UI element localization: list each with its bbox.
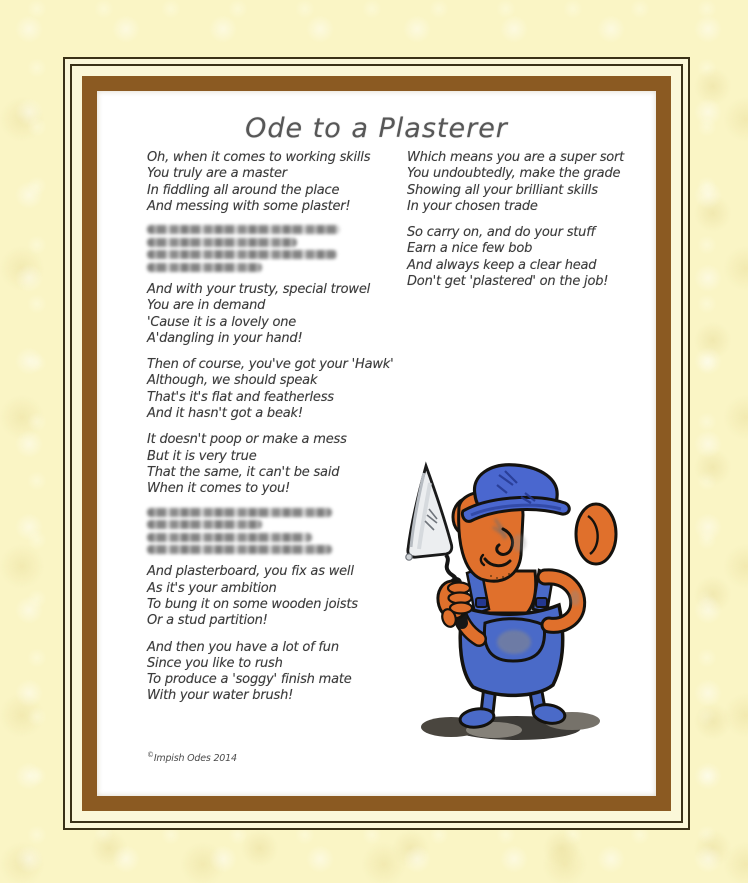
poem-line: A'dangling in your hand! xyxy=(147,330,303,346)
picture-frame xyxy=(63,57,690,830)
poem-line: To bung it on some wooden joists xyxy=(147,596,358,612)
ground-shadow xyxy=(421,712,600,740)
redacted-stanza xyxy=(147,508,393,555)
brown-frame-band xyxy=(82,76,671,811)
poem-line: Oh, when it comes to working skills xyxy=(147,150,371,165)
plasterer-illustration xyxy=(399,457,627,745)
redacted-stanza xyxy=(147,225,393,272)
redacted-line xyxy=(147,225,340,234)
poem-title: Ode to a Plasterer xyxy=(245,113,508,144)
poem-line: So carry on, and do your stuff xyxy=(407,225,595,241)
stanza xyxy=(147,282,393,347)
frame-inner-line xyxy=(70,64,683,823)
redacted-line xyxy=(147,520,262,529)
poem-line: And plasterboard, you fix as well xyxy=(147,564,354,580)
poem-line: Although, we should speak xyxy=(147,373,318,389)
stanza xyxy=(147,150,393,215)
poem-line: Earn a nice few bob xyxy=(407,241,533,257)
stanza xyxy=(407,225,624,290)
poem-line: Then of course, you've got your 'Hawk' xyxy=(147,357,394,373)
poem-column-right xyxy=(407,150,624,300)
poem-line: You are in demand xyxy=(147,298,266,314)
redacted-line xyxy=(147,250,337,259)
poem-line: Since you like to rush xyxy=(147,655,283,671)
poem-line: Don't get 'plastered' on the job! xyxy=(407,274,609,290)
poem-line: In your chosen trade xyxy=(407,198,538,214)
stanza xyxy=(147,640,393,705)
plasterer-figure xyxy=(406,465,616,729)
poem-line: Or a stud partition! xyxy=(147,613,268,629)
poem-line: That's it's flat and featherless xyxy=(147,389,334,405)
poem-line: When it comes to you! xyxy=(147,481,291,497)
redacted-line xyxy=(147,545,332,554)
redacted-line xyxy=(147,533,312,542)
poem-line: And then you have a lot of fun xyxy=(147,639,339,655)
poem-line: You undoubtedly, make the grade xyxy=(407,166,621,182)
poem-line: As it's your ambition xyxy=(147,580,277,596)
poem-line: That the same, it can't be said xyxy=(147,464,340,480)
stanza xyxy=(147,432,393,497)
copyright-text: Impish Odes 2014 xyxy=(153,753,237,765)
poem-line: 'Cause it is a lovely one xyxy=(147,314,297,330)
redacted-line xyxy=(147,508,332,517)
poem-line: And it hasn't got a beak! xyxy=(147,406,303,422)
poem-line: You truly are a master xyxy=(147,166,287,182)
poem-page xyxy=(97,91,656,796)
stanza xyxy=(147,357,393,422)
poem-line: Showing all your brilliant skills xyxy=(407,182,598,198)
copyright-symbol: © xyxy=(147,751,154,759)
stanza xyxy=(407,150,624,215)
copyright-line xyxy=(147,751,237,764)
poem-line: In fiddling all around the place xyxy=(147,182,340,198)
poem-line: And always keep a clear head xyxy=(407,257,597,273)
poem-line: With your water brush! xyxy=(147,688,294,704)
poem-line: But it is very true xyxy=(147,448,257,464)
poem-line: And with your trusty, special trowel xyxy=(147,281,371,297)
stanza xyxy=(147,564,393,629)
redacted-line xyxy=(147,238,297,247)
poem-column-left xyxy=(147,150,393,715)
poem-line: It doesn't poop or make a mess xyxy=(147,432,347,448)
redacted-line xyxy=(147,263,262,272)
poem-line: To produce a 'soggy' finish mate xyxy=(147,672,352,688)
poem-line: Which means you are a super sort xyxy=(407,150,625,165)
poem-line: And messing with some plaster! xyxy=(147,198,351,214)
